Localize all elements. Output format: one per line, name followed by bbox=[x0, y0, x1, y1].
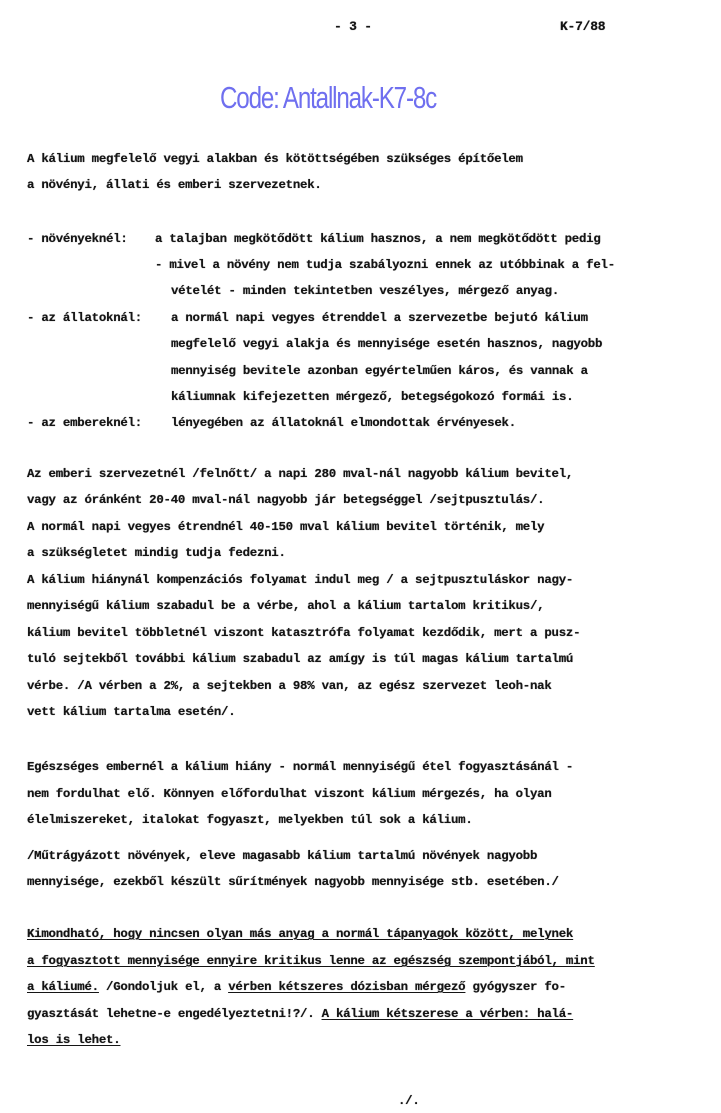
plants-label: - növényeknél: bbox=[27, 232, 128, 246]
para4-line: mennyisége, ezekből készült sűrítmények nagyobb mennyisége stb. esetében./ bbox=[27, 875, 559, 889]
para3-line: élelmiszereket, italokat fogyaszt, melyekben túl sok a kálium. bbox=[27, 813, 473, 827]
para2-line: mennyiségű kálium szabadul be a vérbe, ahol a kálium tartalom kritikus/, bbox=[27, 599, 545, 613]
animals-label: - az állatoknál: bbox=[27, 311, 142, 325]
document-reference: K-7/88 bbox=[560, 19, 606, 34]
para5-segment: a káliumé. bbox=[27, 980, 99, 994]
para3-line: Egészséges embernél a kálium hiány - normál mennyiségű étel fogyasztásánál - bbox=[27, 760, 574, 774]
para5-segment: gyasztását lehetne-e engedélyeztetni!?/. bbox=[27, 1007, 322, 1021]
code-stamp: Code: Antallnak-K7-8c bbox=[220, 80, 437, 115]
animals-line: mennyiség bevitele azonban egyértelműen káros, és vannak a bbox=[171, 364, 588, 378]
para5-line bbox=[27, 1007, 573, 1021]
para5-line bbox=[27, 980, 566, 994]
para2-line: A kálium hiánynál kompenzációs folyamat indul meg / a sejtpusztuláskor nagy- bbox=[27, 573, 574, 587]
para3-line: nem fordulhat elő. Könnyen előfordulhat viszont kálium mérgezés, ha olyan bbox=[27, 787, 552, 801]
para5-line: los is lehet. bbox=[27, 1033, 121, 1047]
para2-line: Az emberi szervezetnél /felnőtt/ a napi 280 mval-nál nagyobb kálium bevitel, bbox=[27, 467, 574, 481]
para5-line: Kimondható, hogy nincsen olyan más anyag a normál tápanyagok között, melynek bbox=[27, 927, 574, 941]
para5-segment: vérben kétszeres dózisban mérgező bbox=[228, 980, 466, 994]
continuation-mark: ./. bbox=[398, 1094, 420, 1108]
plants-line: a talajban megkötődött kálium hasznos, a nem megkötődött pedig bbox=[155, 232, 601, 246]
para2-line: vérbe. /A vérben a 2%, a sejtekben a 98% van, az egész szervezet leoh-nak bbox=[27, 679, 552, 693]
para2-line: a szükségletet mindig tudja fedezni. bbox=[27, 546, 286, 560]
para4-line: /Műtrágyázott növények, eleve magasabb kálium tartalmú növények nagyobb bbox=[27, 849, 538, 863]
para2-line: A normál napi vegyes étrendnél 40-150 mval kálium bevitel történik, mely bbox=[27, 520, 545, 534]
para2-line: vagy az óránként 20-40 mval-nál nagyobb jár betegséggel /sejtpusztulás/. bbox=[27, 493, 545, 507]
animals-line: megfelelő vegyi alakja és mennyisége esetén hasznos, nagyobb bbox=[171, 337, 603, 351]
animals-line: káliumnak kifejezetten mérgező, betegségokozó formái is. bbox=[171, 390, 574, 404]
page-number: - 3 - bbox=[334, 19, 372, 34]
animals-line: a normál napi vegyes étrenddel a szervezetbe bejutó kálium bbox=[171, 311, 588, 325]
humans-label: - az embereknél: bbox=[27, 416, 142, 430]
para2-line: tuló sejtekből további kálium szabadul az amígy is túl magas kálium tartalmú bbox=[27, 652, 574, 666]
plants-line: - mivel a növény nem tudja szabályozni ennek az utóbbinak a fel- bbox=[155, 258, 615, 272]
para5-segment: gyógyszer fo- bbox=[465, 980, 566, 994]
para2-line: vett kálium tartalma esetén/. bbox=[27, 705, 236, 719]
intro-line: A kálium megfelelő vegyi alakban és kötöttségében szükséges építőelem bbox=[27, 152, 523, 166]
para5-line: a fogyasztott mennyisége ennyire kritikus lenne az egészség szempontjából, mint bbox=[27, 954, 595, 968]
humans-text: lényegében az állatoknál elmondottak érvényesek. bbox=[171, 416, 516, 430]
para2-line: kálium bevitel többletnél viszont katasztrófa folyamat kezdődik, mert a pusz- bbox=[27, 626, 581, 640]
intro-line: a növényi, állati és emberi szervezetnek. bbox=[27, 178, 322, 192]
para5-segment: /Gondoljuk el, a bbox=[98, 980, 229, 994]
para5-segment: A kálium kétszerese a vérben: halá- bbox=[321, 1007, 574, 1021]
plants-line: vételét - minden tekintetben veszélyes, mérgező anyag. bbox=[171, 284, 560, 298]
